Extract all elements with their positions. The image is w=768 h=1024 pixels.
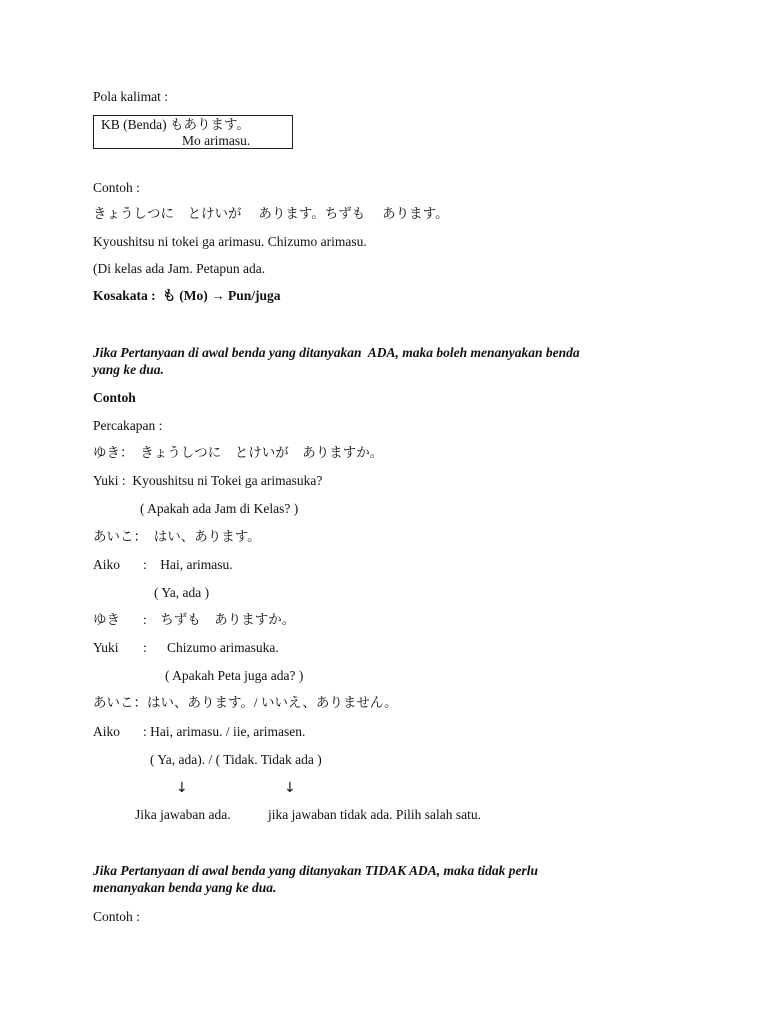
dialogue-speaker: Yuki xyxy=(93,640,119,655)
dialogue-line: ( Apakah ada Jam di Kelas? ) xyxy=(140,501,299,516)
example-romaji: Kyoushitsu ni tokei ga arimasu. Chizumo arimasu. xyxy=(93,234,367,249)
percakapan-label: Percakapan : xyxy=(93,418,163,433)
dialogue-line: ( Ya, ada ) xyxy=(154,585,210,600)
dialogue-line: ゆき： きょうしつに とけいが ありますか。 xyxy=(93,445,384,460)
rule-1-line-2: yang ke dua. xyxy=(93,362,164,377)
contoh-label-3: Contoh : xyxy=(93,909,140,924)
dialogue-line: : ちずも ありますか。 xyxy=(143,612,296,627)
pola-kalimat-label: Pola kalimat : xyxy=(93,89,168,104)
dialogue-line: : Hai, arimasu. xyxy=(143,557,233,572)
dialogue-line: あいこ：はい、あります。/ いいえ、ありません。 xyxy=(93,695,398,710)
dialogue-line: あいこ： はい、あります。 xyxy=(93,529,261,544)
pattern-box xyxy=(93,115,293,149)
dialogue-line: ( Apakah Peta juga ada? ) xyxy=(165,668,304,683)
pattern-line-2: Mo arimasu. xyxy=(182,133,251,148)
kosakata-line: Kosakata : も (Mo) → Pun/juga xyxy=(93,288,281,303)
dialogue-speaker: ゆき xyxy=(93,612,120,627)
dialogue-speaker: Aiko xyxy=(93,557,120,572)
rule-2-line-1: Jika Pertanyaan di awal benda yang ditanyakan TIDAK ADA, maka tidak perlu xyxy=(93,863,539,878)
answer-note-yes: Jika jawaban ada. xyxy=(135,807,231,822)
dialogue-line: : Hai, arimasu. / iie, arimasen. xyxy=(143,724,306,739)
example-translation: (Di kelas ada Jam. Petapun ada. xyxy=(93,261,266,276)
dialogue-line: Yuki : Kyoushitsu ni Tokei ga arimasuka? xyxy=(93,473,323,488)
dialogue-line: : Chizumo arimasuka. xyxy=(143,640,279,655)
dialogue-line: ( Ya, ada). / ( Tidak. Tidak ada ) xyxy=(150,752,322,767)
down-arrow-icon: ↓ xyxy=(176,780,188,796)
contoh-label-1: Contoh : xyxy=(93,180,140,195)
answer-note-no: jika jawaban tidak ada. Pilih salah satu. xyxy=(268,807,481,822)
dialogue-speaker: Aiko xyxy=(93,724,120,739)
rule-1-line-1: Jika Pertanyaan di awal benda yang ditanyakan ADA, maka boleh menanyakan benda xyxy=(93,345,580,360)
example-japanese: きょうしつに とけいが あります。ちずも あります。 xyxy=(93,206,449,221)
pattern-line-1: KB (Benda) もあります。 xyxy=(101,117,250,132)
down-arrow-icon: ↓ xyxy=(284,780,296,796)
rule-2-line-2: menanyakan benda yang ke dua. xyxy=(93,880,277,895)
contoh-label-2: Contoh xyxy=(93,390,136,405)
